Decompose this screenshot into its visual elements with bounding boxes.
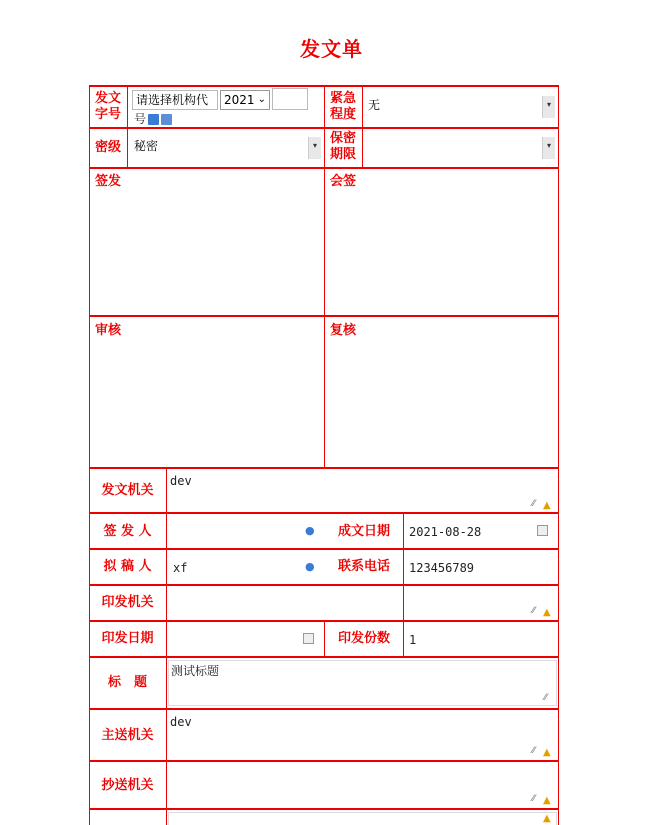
resize-grip-icon[interactable]: ⁄⁄ bbox=[544, 693, 548, 703]
divider bbox=[403, 621, 404, 657]
recheck-area[interactable] bbox=[326, 340, 557, 465]
chevron-down-icon: ▾ bbox=[542, 137, 555, 159]
doc-number-label: 发文字号 bbox=[94, 91, 121, 122]
org-picker-icon[interactable]: ▲ bbox=[543, 795, 551, 806]
resize-grip-icon[interactable]: ⁄⁄ bbox=[532, 794, 536, 804]
row-line bbox=[89, 167, 559, 169]
copies-field[interactable]: 1 bbox=[409, 633, 417, 647]
print-date-label: 印发日期 bbox=[101, 631, 154, 646]
main-to-label: 主送机关 bbox=[101, 728, 154, 743]
chevron-down-icon: ▾ bbox=[542, 96, 555, 118]
calendar-icon[interactable] bbox=[537, 525, 548, 536]
book-icon[interactable] bbox=[148, 114, 159, 125]
row-line bbox=[89, 760, 559, 762]
sign-label: 签发 bbox=[95, 174, 122, 189]
row-line bbox=[89, 512, 559, 514]
issuing-org-field[interactable]: dev bbox=[170, 474, 192, 488]
row-line bbox=[89, 584, 559, 586]
resize-grip-icon[interactable]: ⁄⁄ bbox=[532, 746, 536, 756]
divider bbox=[127, 85, 128, 167]
secrecy-select-value: 秘密 bbox=[134, 139, 159, 153]
frame-left bbox=[89, 85, 90, 825]
org-picker-icon[interactable]: ▲ bbox=[543, 500, 551, 511]
recheck-label: 复核 bbox=[330, 323, 357, 338]
year-select[interactable] bbox=[220, 90, 270, 110]
doc-number-input[interactable] bbox=[272, 88, 308, 110]
print-org-field[interactable] bbox=[168, 587, 557, 619]
issuing-org-label: 发文机关 bbox=[101, 483, 154, 498]
resize-grip-icon[interactable]: ⁄⁄ bbox=[532, 499, 536, 509]
drafter-label: 拟 稿 人 bbox=[103, 559, 152, 574]
row-line bbox=[89, 808, 559, 810]
urgency-select-value: 无 bbox=[368, 98, 381, 112]
frame-right bbox=[558, 85, 559, 825]
divider bbox=[362, 85, 363, 167]
secrecy-label: 密级 bbox=[95, 140, 122, 155]
phone-label: 联系电话 bbox=[337, 559, 390, 574]
user-icon[interactable]: ● bbox=[305, 560, 315, 573]
org-select-value: 请选择机构代 bbox=[136, 93, 209, 107]
cc-label: 抄送机关 bbox=[101, 778, 154, 793]
doc-number-suffix: 号 bbox=[134, 112, 147, 126]
doc-form bbox=[89, 85, 559, 825]
org-picker-icon[interactable]: ▲ bbox=[543, 747, 551, 758]
chevron-down-icon: ⌄ bbox=[257, 94, 266, 105]
urgency-select[interactable] bbox=[365, 96, 555, 118]
urgency-label: 紧急程度 bbox=[329, 91, 356, 122]
user-icon[interactable]: ● bbox=[305, 524, 315, 537]
countersign-label: 会签 bbox=[330, 174, 357, 189]
org-select[interactable] bbox=[132, 90, 218, 110]
main-to-field[interactable]: dev bbox=[170, 715, 192, 729]
secrecy-period-select[interactable] bbox=[365, 137, 555, 159]
sign-area[interactable] bbox=[91, 190, 323, 314]
secrecy-select[interactable] bbox=[131, 137, 321, 159]
chevron-down-icon: ▾ bbox=[308, 137, 321, 159]
secrecy-period-label: 保密期限 bbox=[329, 131, 356, 162]
copies-label: 印发份数 bbox=[337, 631, 390, 646]
row-line bbox=[89, 467, 559, 469]
review-label: 审核 bbox=[95, 323, 122, 338]
subject-label: 标 题 bbox=[107, 675, 147, 690]
row-line bbox=[89, 708, 559, 710]
date-label: 成文日期 bbox=[337, 524, 390, 539]
drafter-field[interactable]: xf bbox=[173, 561, 188, 575]
row-line bbox=[89, 548, 559, 550]
cc-field[interactable] bbox=[168, 764, 557, 808]
org-picker-icon[interactable]: ▲ bbox=[543, 813, 551, 824]
signer-label: 签 发 人 bbox=[103, 524, 152, 539]
date-field[interactable]: 2021-08-28 bbox=[409, 525, 482, 539]
print-org-label: 印发机关 bbox=[101, 595, 154, 610]
label-col-divider bbox=[166, 468, 167, 825]
calendar-icon[interactable] bbox=[303, 633, 314, 644]
page-title: 发文单 bbox=[300, 37, 363, 61]
countersign-area[interactable] bbox=[326, 190, 557, 314]
mid-divider bbox=[324, 85, 325, 469]
org-picker-icon[interactable]: ▲ bbox=[543, 607, 551, 618]
subject-field[interactable]: 测试标题 bbox=[168, 660, 557, 706]
resize-grip-icon[interactable]: ⁄⁄ bbox=[532, 606, 536, 616]
row-line bbox=[89, 315, 559, 317]
review-area[interactable] bbox=[91, 340, 323, 465]
edit-icon[interactable] bbox=[161, 114, 172, 125]
row-line bbox=[89, 656, 559, 658]
row-line bbox=[89, 127, 559, 129]
year-select-value: 2021 bbox=[224, 93, 255, 107]
next-row-field[interactable] bbox=[168, 812, 557, 825]
phone-field[interactable]: 123456789 bbox=[409, 561, 475, 575]
